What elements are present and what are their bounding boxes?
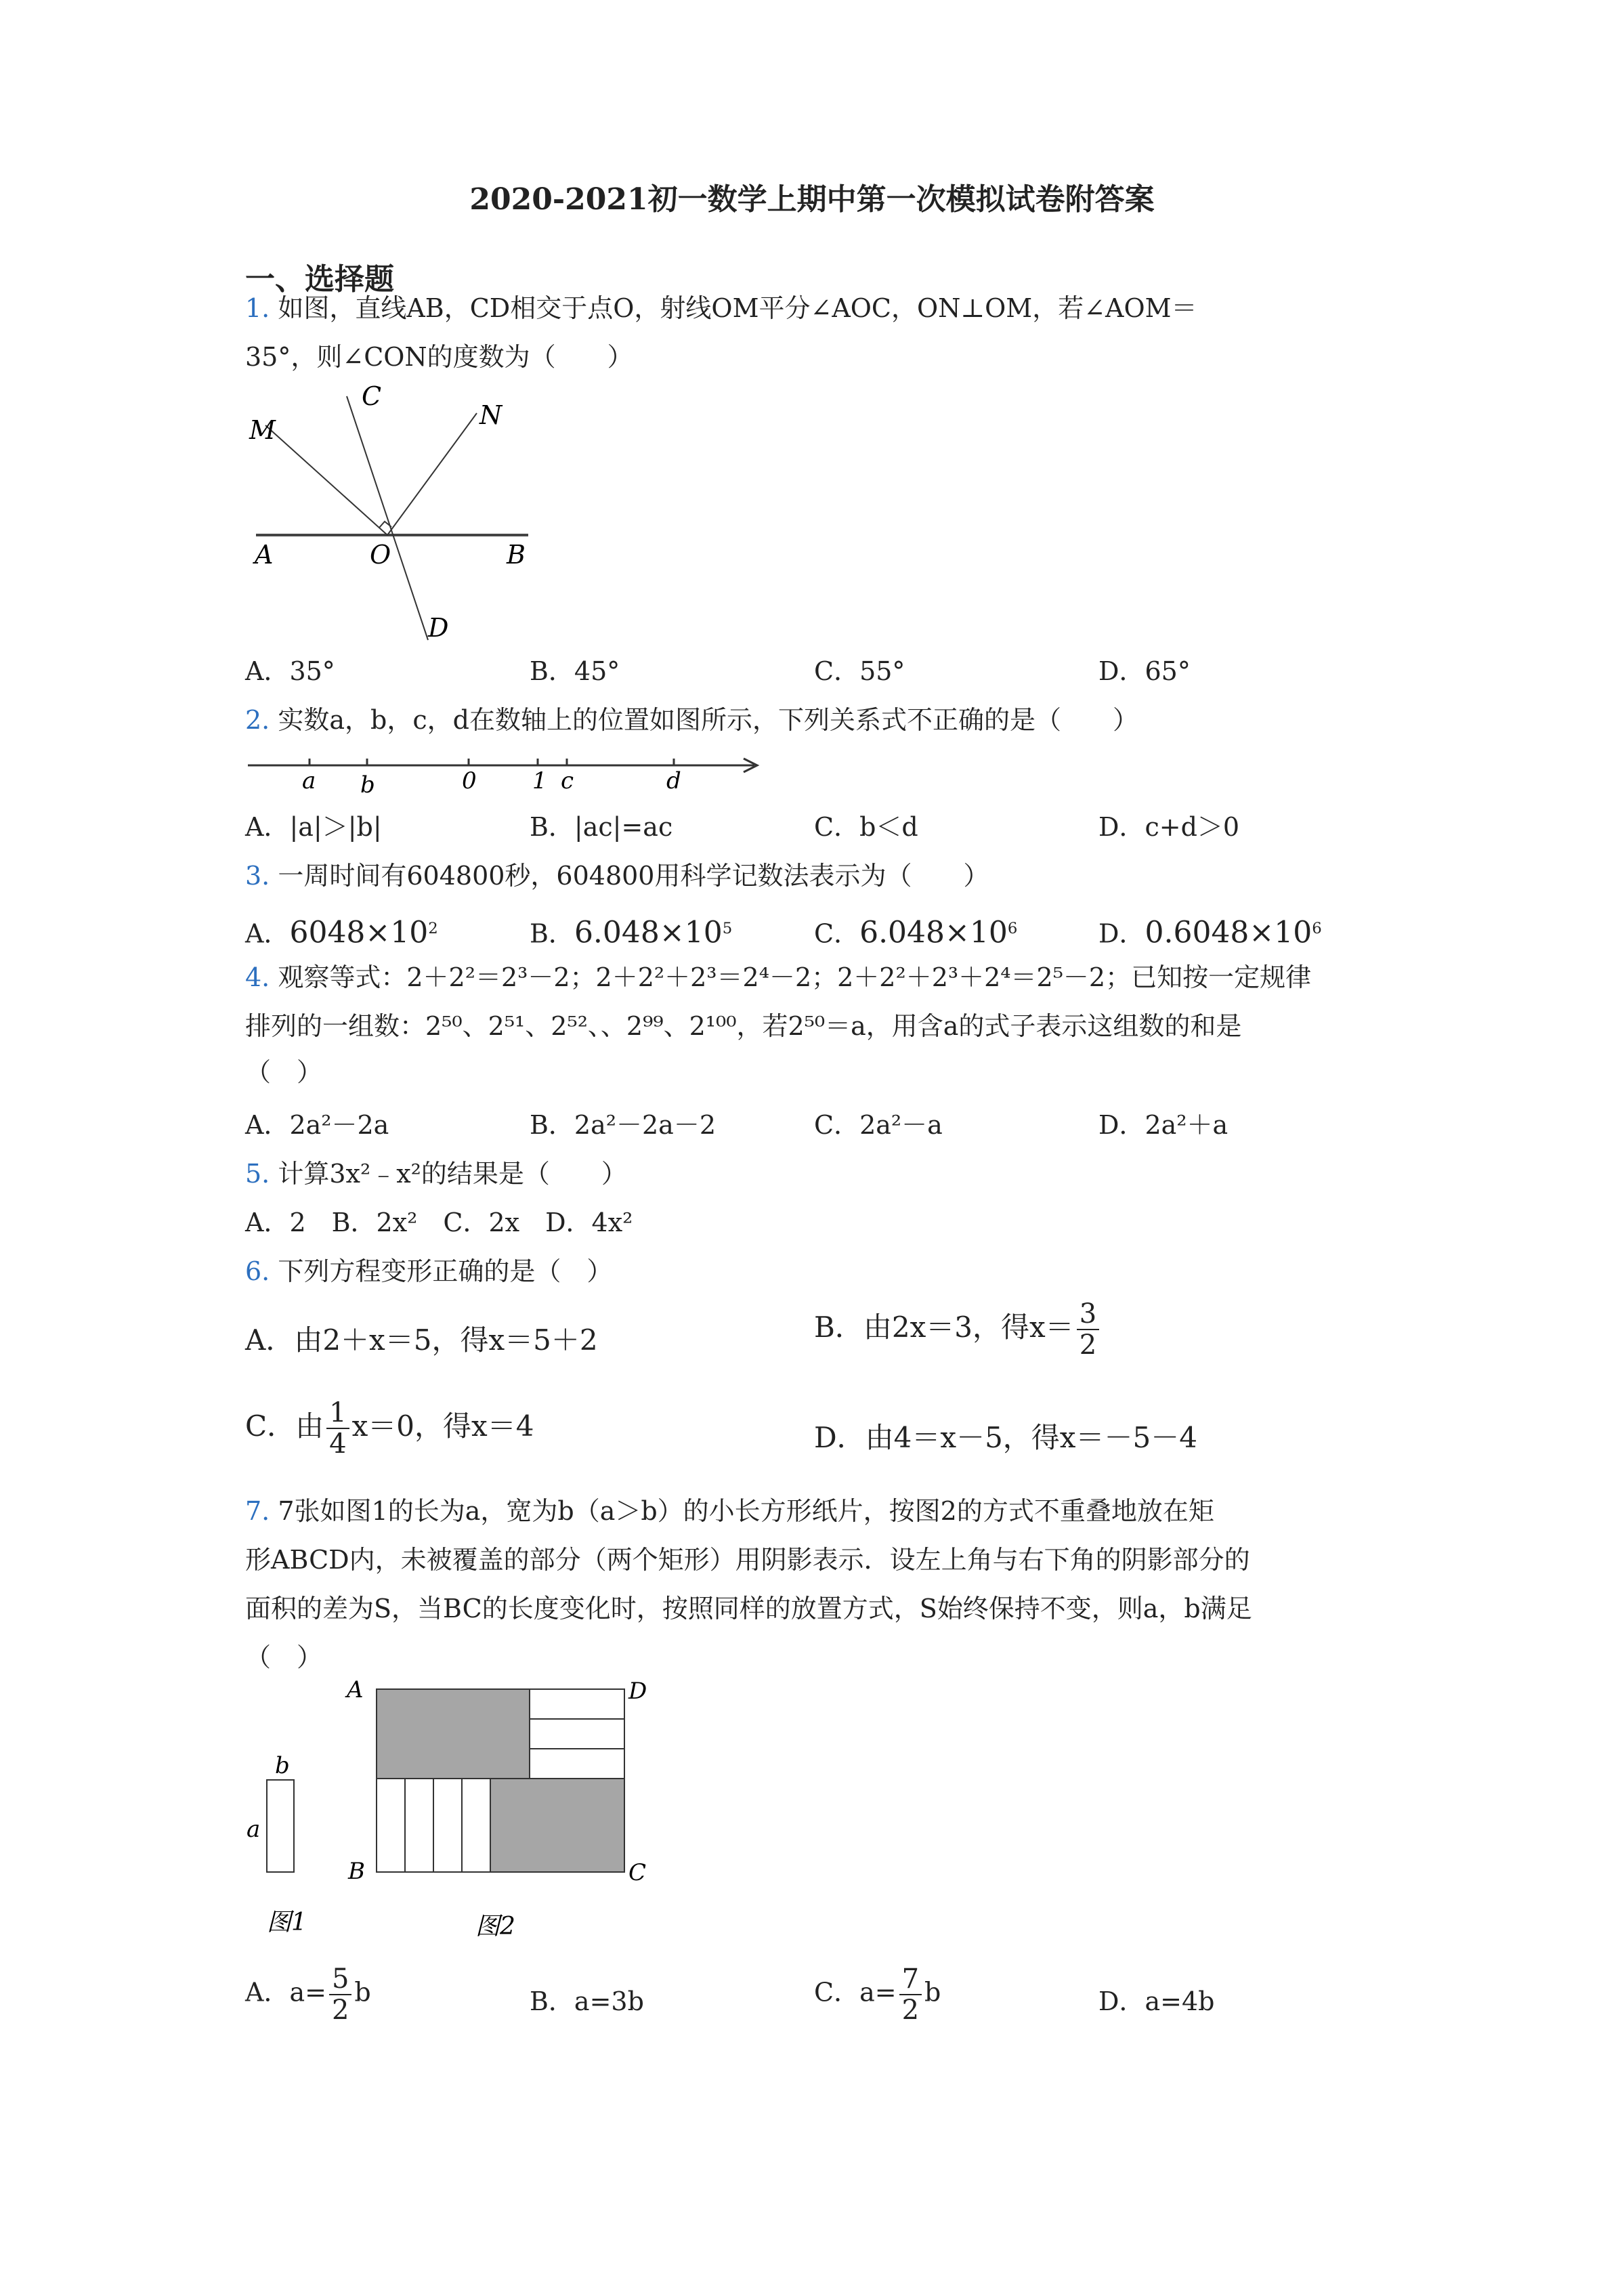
- option-b: [530, 912, 732, 951]
- fraction-numerator: 1: [326, 1398, 349, 1429]
- axis-label-a: a: [302, 767, 316, 794]
- question-text: 下列方程变形正确的是（ ）: [278, 1256, 613, 1286]
- strip-v-1: [377, 1779, 405, 1872]
- strip-v-3: [433, 1779, 462, 1872]
- fraction: [899, 1964, 922, 2025]
- option-d: [1098, 912, 1322, 951]
- fig2-label-a: A: [347, 1680, 364, 1703]
- fig1-label-b: b: [275, 1752, 290, 1779]
- question-number: 5.: [245, 1159, 270, 1189]
- fraction-numerator: 5: [329, 1964, 351, 1995]
- option-c: C．b＜d: [814, 812, 918, 842]
- option-exponent: 6: [1312, 920, 1322, 937]
- option-text: A．a=: [245, 1977, 326, 2007]
- option-b: B．a=3b: [530, 1986, 644, 2016]
- fraction-numerator: 7: [899, 1964, 922, 1995]
- shaded-top-left: [377, 1689, 530, 1779]
- option-text: C．由: [245, 1409, 324, 1443]
- option-c: C．2a²－a: [814, 1110, 943, 1140]
- label-o: O: [370, 540, 391, 570]
- shaded-bottom-right: [490, 1779, 624, 1872]
- option-a: A．35°: [245, 656, 335, 686]
- option-d: D．65°: [1098, 656, 1191, 686]
- strip-v-4: [462, 1779, 490, 1872]
- question-text: 如图，直线AB，CD相交于点O，射线OM平分∠AOC，ON⊥OM，若∠AOM＝: [278, 293, 1197, 323]
- option-a: A．2a²－2a: [245, 1110, 389, 1140]
- strip-h-3: [530, 1749, 624, 1779]
- option-d: D．a=4b: [1098, 1986, 1215, 2016]
- question-7-figures: [245, 1680, 679, 1957]
- fig2-label-c: C: [628, 1859, 647, 1886]
- question-7-line-4: （ ）: [245, 1642, 323, 1672]
- label-b: B: [507, 540, 526, 570]
- question-1-line-2: 35°，则∠CON的度数为（ ）: [245, 342, 633, 372]
- question-text: 观察等式：2＋2²＝2³－2；2＋2²＋2³＝2⁴－2；2＋2²＋2³＋2⁴＝2⁵－2；已知按一定规律: [278, 962, 1312, 992]
- line-cd: [347, 396, 428, 640]
- question-text: 一周时间有604800秒，604800用科学记数法表示为（ ）: [278, 861, 989, 891]
- option-c: [814, 912, 1017, 951]
- option-label: C．: [814, 918, 860, 949]
- number-line-figure: [245, 745, 773, 799]
- question-1-line-1: [245, 291, 1197, 325]
- question-number: 4.: [245, 962, 270, 992]
- strip-h-2: [530, 1719, 624, 1749]
- fraction: [1077, 1299, 1099, 1360]
- option-value: 6.048×10: [859, 915, 1008, 950]
- fig1-caption: 图1: [267, 1909, 307, 1936]
- option-text: b: [354, 1977, 371, 2007]
- fig2-label-b: B: [348, 1858, 365, 1885]
- fraction: [329, 1964, 351, 2025]
- fraction-denominator: 4: [329, 1428, 347, 1460]
- question-number: 1.: [245, 293, 270, 323]
- option-text: b: [924, 1977, 941, 2007]
- option-value: 0.6048×10: [1145, 915, 1312, 950]
- question-text: 实数a，b，c，d在数轴上的位置如图所示，下列关系式不正确的是（ ）: [278, 705, 1138, 735]
- option-b: B．45°: [530, 656, 620, 686]
- question-6-line-1: [245, 1254, 612, 1288]
- question-7-line-2: 形ABCD内，未被覆盖的部分（两个矩形）用阴影表示．设左上角与右下角的阴影部分的: [245, 1545, 1250, 1575]
- option-b: [814, 1299, 1102, 1360]
- axis-label-1: 1: [532, 767, 547, 794]
- question-2-line-1: [245, 703, 1138, 737]
- page-title: 2020-2021初一数学上期中第一次模拟试卷附答案: [469, 182, 1155, 217]
- fig2-caption: 图2: [475, 1913, 515, 1940]
- option-a: A．|a|＞|b|: [245, 812, 382, 842]
- label-c: C: [362, 381, 382, 411]
- option-c: [814, 1964, 941, 2025]
- option-value: 6048×10: [289, 915, 429, 950]
- fig1-label-a: a: [247, 1816, 261, 1843]
- option-text: x＝0，得x＝4: [351, 1409, 534, 1443]
- fraction-denominator: 2: [1079, 1330, 1097, 1361]
- option-c: [245, 1398, 534, 1459]
- option-text: C．a=: [814, 1977, 897, 2007]
- option-b: B．|ac|=ac: [530, 812, 673, 842]
- question-number: 6.: [245, 1256, 270, 1286]
- question-5-options: A．2 B．2x² C．2x D．4x²: [245, 1208, 633, 1237]
- option-text: B．由2x＝3，得x＝: [814, 1311, 1074, 1344]
- strip-h-1: [530, 1689, 624, 1719]
- question-1-figure: [245, 379, 543, 650]
- label-d: D: [428, 613, 449, 643]
- option-label: D．: [1098, 918, 1145, 949]
- fig1-rectangle: [267, 1780, 294, 1872]
- fig2-label-d: D: [628, 1680, 647, 1705]
- question-text: 7张如图1的长为a，宽为b（a＞b）的小长方形纸片，按图2的方式不重叠地放在矩: [278, 1496, 1214, 1526]
- option-c: C．55°: [814, 656, 905, 686]
- option-b: B．2a²－2a－2: [530, 1110, 716, 1140]
- question-4-line-3: （ ）: [245, 1057, 323, 1087]
- option-label: B．: [530, 918, 574, 949]
- option-label: A．: [245, 918, 290, 949]
- option-exponent: 5: [722, 920, 733, 937]
- question-7-line-3: 面积的差为S，当BC的长度变化时，按照同样的放置方式，S始终保持不变，则a，b满足: [245, 1594, 1252, 1623]
- question-7-line-1: [245, 1494, 1214, 1528]
- fraction-numerator: 3: [1077, 1299, 1099, 1330]
- option-a: [245, 1964, 371, 2025]
- option-exponent: 6: [1007, 920, 1018, 937]
- option-exponent: 2: [428, 920, 438, 937]
- axis-label-0: 0: [462, 767, 477, 794]
- axis-label-d: d: [666, 767, 681, 794]
- option-d: D．c+d＞0: [1098, 812, 1240, 842]
- question-4-line-2: 排列的一组数：2⁵⁰、2⁵¹、2⁵²、、2⁹⁹、2¹⁰⁰，若2⁵⁰＝a，用含a的式子表示这组数的和是: [245, 1011, 1242, 1041]
- question-text: 计算3x²﹣x²的结果是（ ）: [278, 1159, 627, 1189]
- fraction: [326, 1398, 349, 1459]
- ray-om: [265, 425, 387, 535]
- question-number: 7.: [245, 1496, 270, 1526]
- question-number: 2.: [245, 705, 270, 735]
- axis-label-c: c: [561, 767, 574, 794]
- ray-on: [387, 413, 477, 535]
- option-a: A．由2＋x＝5，得x＝5＋2: [245, 1323, 598, 1357]
- option-d: D．由4＝x－5，得x＝－5－4: [814, 1421, 1197, 1454]
- option-a: [245, 912, 438, 951]
- label-a: A: [255, 540, 274, 570]
- fraction-denominator: 2: [331, 1995, 349, 2026]
- strip-v-2: [405, 1779, 433, 1872]
- label-m: M: [249, 415, 276, 445]
- section-heading: 一、选择题: [245, 262, 394, 297]
- option-d: D．2a²＋a: [1098, 1110, 1228, 1140]
- fraction-denominator: 2: [901, 1995, 920, 2026]
- option-value: 6.048×10: [574, 915, 723, 950]
- axis-label-b: b: [360, 771, 375, 799]
- question-5-line-1: [245, 1157, 627, 1191]
- question-3-line-1: [245, 859, 989, 893]
- question-4-line-1: [245, 960, 1311, 994]
- label-n: N: [479, 400, 503, 430]
- question-number: 3.: [245, 861, 270, 891]
